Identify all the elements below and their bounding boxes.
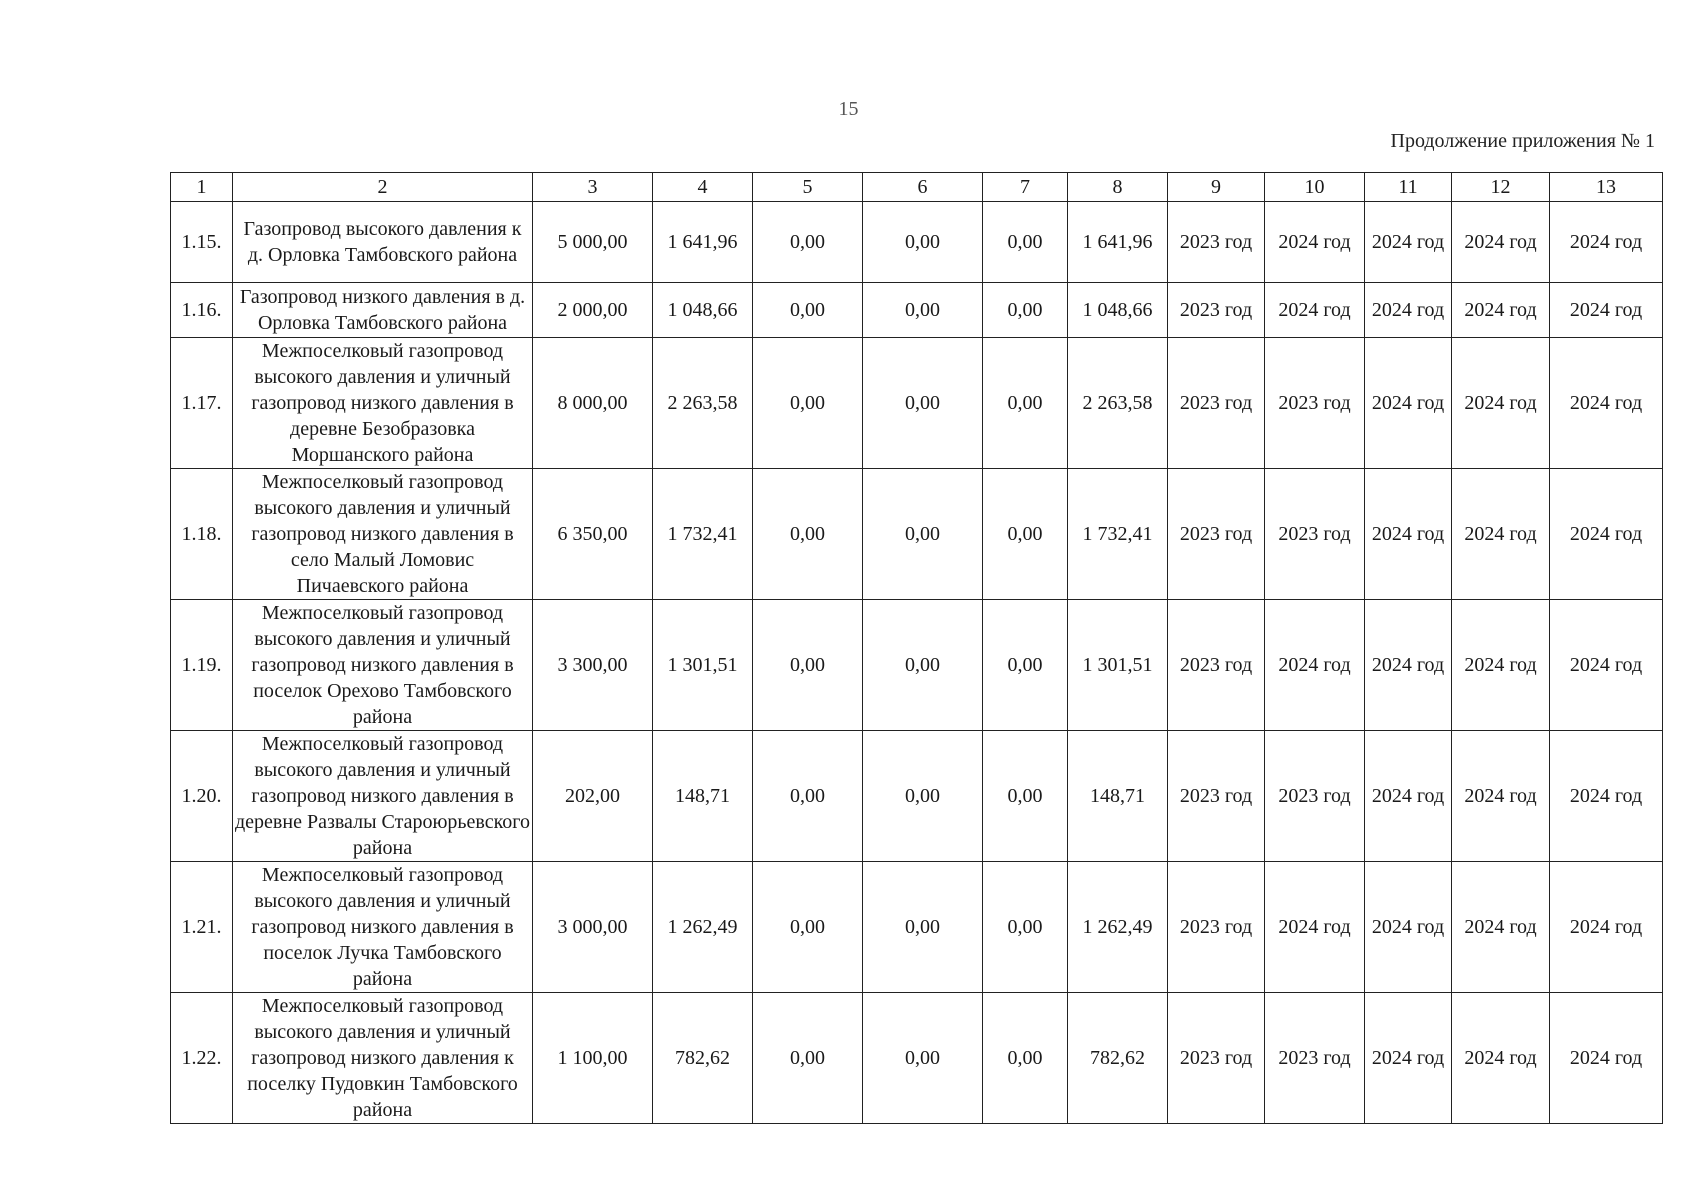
column-number-header-row [171,173,1663,202]
value-col7: 0,00 [983,600,1068,731]
value-col7: 0,00 [983,202,1068,283]
object-name: Газопровод высокого давления к д. Орловка Тамбовского района [233,202,533,283]
column-header: 6 [863,173,983,202]
object-name: Газопровод низкого давления в д. Орловка Тамбовского района [233,283,533,338]
table-row [171,862,1663,993]
row-number: 1.21. [171,862,233,993]
year-col9: 2023 год [1168,600,1265,731]
year-col13: 2024 год [1550,600,1663,731]
value-col8: 1 301,51 [1068,600,1168,731]
column-header: 9 [1168,173,1265,202]
year-col13: 2024 год [1550,202,1663,283]
table-row [171,338,1663,469]
table-row [171,283,1663,338]
year-col10: 2023 год [1265,469,1365,600]
appendix-continuation-label: Продолжение приложения № 1 [1390,130,1655,152]
value-col5: 0,00 [753,731,863,862]
gas-pipeline-table [170,172,1663,1124]
value-col6: 0,00 [863,338,983,469]
year-col12: 2024 год [1452,862,1550,993]
year-col11: 2024 год [1365,338,1452,469]
year-col9: 2023 год [1168,283,1265,338]
value-col4: 148,71 [653,731,753,862]
year-col10: 2023 год [1265,993,1365,1124]
value-col5: 0,00 [753,469,863,600]
table-row [171,469,1663,600]
object-name: Межпоселковый газопровод высокого давления и уличный газопровод низкого давления в деревне Развалы Староюрьевского района [233,731,533,862]
value-col5: 0,00 [753,600,863,731]
value-col7: 0,00 [983,731,1068,862]
table-row [171,202,1663,283]
value-col7: 0,00 [983,862,1068,993]
value-col3: 1 100,00 [533,993,653,1124]
value-col4: 782,62 [653,993,753,1124]
value-col6: 0,00 [863,600,983,731]
value-col7: 0,00 [983,469,1068,600]
value-col8: 2 263,58 [1068,338,1168,469]
value-col4: 1 048,66 [653,283,753,338]
value-col5: 0,00 [753,283,863,338]
table-row [171,993,1663,1124]
year-col11: 2024 год [1365,993,1452,1124]
year-col11: 2024 год [1365,862,1452,993]
value-col8: 148,71 [1068,731,1168,862]
year-col12: 2024 год [1452,600,1550,731]
column-header: 13 [1550,173,1663,202]
year-col12: 2024 год [1452,993,1550,1124]
value-col3: 3 300,00 [533,600,653,731]
value-col7: 0,00 [983,993,1068,1124]
year-col12: 2024 год [1452,338,1550,469]
year-col9: 2023 год [1168,202,1265,283]
year-col12: 2024 год [1452,731,1550,862]
value-col3: 8 000,00 [533,338,653,469]
value-col7: 0,00 [983,283,1068,338]
value-col3: 6 350,00 [533,469,653,600]
value-col6: 0,00 [863,283,983,338]
object-name: Межпоселковый газопровод высокого давления и уличный газопровод низкого давления в поселок Лучка Тамбовского района [233,862,533,993]
year-col13: 2024 год [1550,993,1663,1124]
value-col8: 1 641,96 [1068,202,1168,283]
value-col5: 0,00 [753,993,863,1124]
value-col4: 1 641,96 [653,202,753,283]
year-col11: 2024 год [1365,600,1452,731]
value-col8: 1 262,49 [1068,862,1168,993]
value-col3: 2 000,00 [533,283,653,338]
row-number: 1.19. [171,600,233,731]
year-col10: 2024 год [1265,283,1365,338]
value-col8: 1 732,41 [1068,469,1168,600]
value-col6: 0,00 [863,993,983,1124]
value-col8: 1 048,66 [1068,283,1168,338]
object-name: Межпоселковый газопровод высокого давления и уличный газопровод низкого давления в деревне Безобразовка Моршанского района [233,338,533,469]
column-header: 1 [171,173,233,202]
value-col6: 0,00 [863,731,983,862]
value-col3: 5 000,00 [533,202,653,283]
table-row [171,731,1663,862]
year-col13: 2024 год [1550,338,1663,469]
year-col10: 2023 год [1265,731,1365,862]
year-col11: 2024 год [1365,283,1452,338]
year-col10: 2024 год [1265,600,1365,731]
object-name: Межпоселковый газопровод высокого давления и уличный газопровод низкого давления в поселок Орехово Тамбовского района [233,600,533,731]
year-col10: 2023 год [1265,338,1365,469]
year-col12: 2024 год [1452,202,1550,283]
column-header: 4 [653,173,753,202]
object-name: Межпоселковый газопровод высокого давления и уличный газопровод низкого давления к поселку Пудовкин Тамбовского района [233,993,533,1124]
year-col11: 2024 год [1365,469,1452,600]
year-col13: 2024 год [1550,862,1663,993]
year-col11: 2024 год [1365,731,1452,862]
value-col6: 0,00 [863,862,983,993]
column-header: 8 [1068,173,1168,202]
table-row [171,600,1663,731]
year-col10: 2024 год [1265,862,1365,993]
year-col9: 2023 год [1168,731,1265,862]
year-col13: 2024 год [1550,469,1663,600]
column-header: 12 [1452,173,1550,202]
row-number: 1.15. [171,202,233,283]
row-number: 1.16. [171,283,233,338]
column-header: 10 [1265,173,1365,202]
value-col4: 1 301,51 [653,600,753,731]
value-col4: 2 263,58 [653,338,753,469]
year-col9: 2023 год [1168,469,1265,600]
year-col13: 2024 год [1550,731,1663,862]
value-col3: 3 000,00 [533,862,653,993]
value-col8: 782,62 [1068,993,1168,1124]
value-col5: 0,00 [753,202,863,283]
column-header: 7 [983,173,1068,202]
page-number: 15 [838,98,859,120]
column-header: 2 [233,173,533,202]
column-header: 3 [533,173,653,202]
value-col5: 0,00 [753,338,863,469]
value-col6: 0,00 [863,202,983,283]
year-col12: 2024 год [1452,469,1550,600]
value-col7: 0,00 [983,338,1068,469]
value-col5: 0,00 [753,862,863,993]
year-col11: 2024 год [1365,202,1452,283]
row-number: 1.18. [171,469,233,600]
value-col4: 1 262,49 [653,862,753,993]
row-number: 1.20. [171,731,233,862]
year-col9: 2023 год [1168,862,1265,993]
object-name: Межпоселковый газопровод высокого давления и уличный газопровод низкого давления в село Малый Ломовис Пичаевского района [233,469,533,600]
column-header: 5 [753,173,863,202]
row-number: 1.17. [171,338,233,469]
value-col4: 1 732,41 [653,469,753,600]
value-col6: 0,00 [863,469,983,600]
row-number: 1.22. [171,993,233,1124]
year-col10: 2024 год [1265,202,1365,283]
value-col3: 202,00 [533,731,653,862]
column-header: 11 [1365,173,1452,202]
year-col12: 2024 год [1452,283,1550,338]
year-col9: 2023 год [1168,993,1265,1124]
year-col13: 2024 год [1550,283,1663,338]
year-col9: 2023 год [1168,338,1265,469]
